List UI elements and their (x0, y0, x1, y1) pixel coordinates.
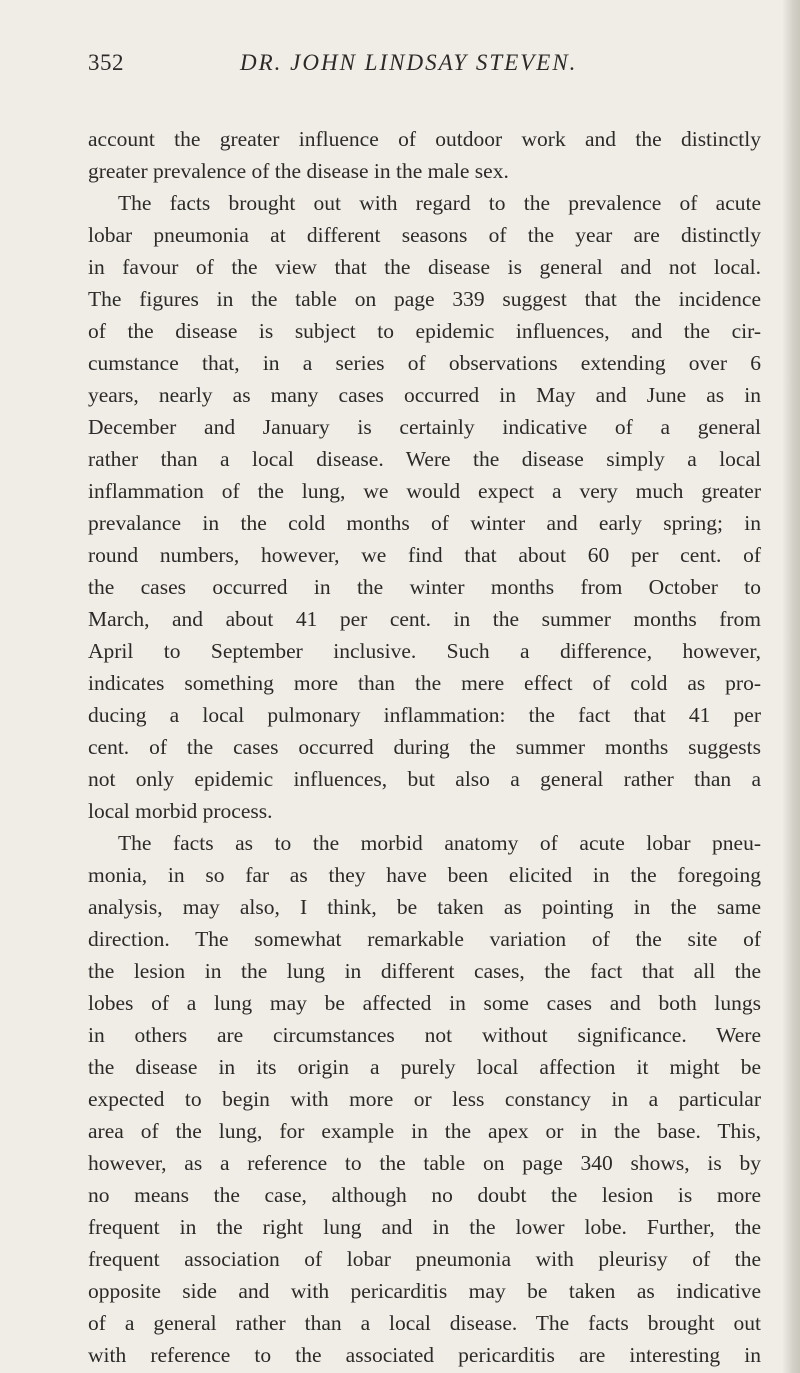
text-line: The facts as to the morbid anatomy of acute lobar pneu- (118, 831, 761, 855)
text-line: direction. The somewhat remarkable variation of the site of (88, 927, 761, 951)
text-line: no means the case, although no doubt the lesion is more (88, 1183, 761, 1207)
text-line: prevalance in the cold months of winter and early spring; in (88, 511, 761, 535)
text-line: with reference to the associated pericarditis are interesting in (88, 1343, 761, 1367)
text-line: April to September inclusive. Such a difference, however, (88, 639, 761, 663)
text-line: analysis, may also, I think, be taken as pointing in the same (88, 895, 761, 919)
text-line: of a general rather than a local disease. The facts brought out (88, 1311, 761, 1335)
text-line: rather than a local disease. Were the disease simply a local (88, 447, 761, 471)
page-header (88, 50, 708, 86)
text-line: greater prevalence of the disease in the male sex. (88, 159, 509, 183)
text-line: lobar pneumonia at different seasons of the year are distinctly (88, 223, 761, 247)
text-line: however, as a reference to the table on page 340 shows, is by (88, 1151, 761, 1175)
text-line: December and January is certainly indicative of a general (88, 415, 761, 439)
text-line: frequent association of lobar pneumonia with pleurisy of the (88, 1247, 761, 1271)
text-line: local morbid process. (88, 799, 273, 823)
text-line: lobes of a lung may be affected in some cases and both lungs (88, 991, 761, 1015)
text-line: of the disease is subject to epidemic influences, and the cir- (88, 319, 761, 343)
text-line: area of the lung, for example in the apex or in the base. This, (88, 1119, 761, 1143)
text-line: account the greater influence of outdoor work and the distinctly (88, 127, 761, 151)
body-text (88, 123, 761, 1371)
text-line: cumstance that, in a series of observations extending over 6 (88, 351, 761, 375)
text-line: the lesion in the lung in different cases, the fact that all the (88, 959, 761, 983)
page-edge-shadow (782, 0, 800, 1373)
text-line: The figures in the table on page 339 suggest that the incidence (88, 287, 761, 311)
text-line: indicates something more than the mere effect of cold as pro- (88, 671, 761, 695)
text-line: cent. of the cases occurred during the summer months suggests (88, 735, 761, 759)
text-line: frequent in the right lung and in the lower lobe. Further, the (88, 1215, 761, 1239)
text-line: round numbers, however, we find that about 60 per cent. of (88, 543, 761, 567)
text-line: monia, in so far as they have been elicited in the foregoing (88, 863, 761, 887)
text-line: years, nearly as many cases occurred in May and June as in (88, 383, 761, 407)
page-number: 352 (88, 50, 124, 75)
text-line: opposite side and with pericarditis may be taken as indicative (88, 1279, 761, 1303)
text-line: in others are circumstances not without significance. Were (88, 1023, 761, 1047)
text-line: the cases occurred in the winter months from October to (88, 575, 761, 599)
running-head: DR. JOHN LINDSAY STEVEN. (240, 50, 578, 75)
text-line: the disease in its origin a purely local affection it might be (88, 1055, 761, 1079)
text-line: The facts brought out with regard to the prevalence of acute (118, 191, 761, 215)
text-line: March, and about 41 per cent. in the summer months from (88, 607, 761, 631)
text-line: in favour of the view that the disease is general and not local. (88, 255, 761, 279)
text-line: inflammation of the lung, we would expect a very much greater (88, 479, 761, 503)
text-line: not only epidemic influences, but also a general rather than a (88, 767, 761, 791)
text-line: ducing a local pulmonary inflammation: the fact that 41 per (88, 703, 761, 727)
text-line: expected to begin with more or less constancy in a particular (88, 1087, 761, 1111)
